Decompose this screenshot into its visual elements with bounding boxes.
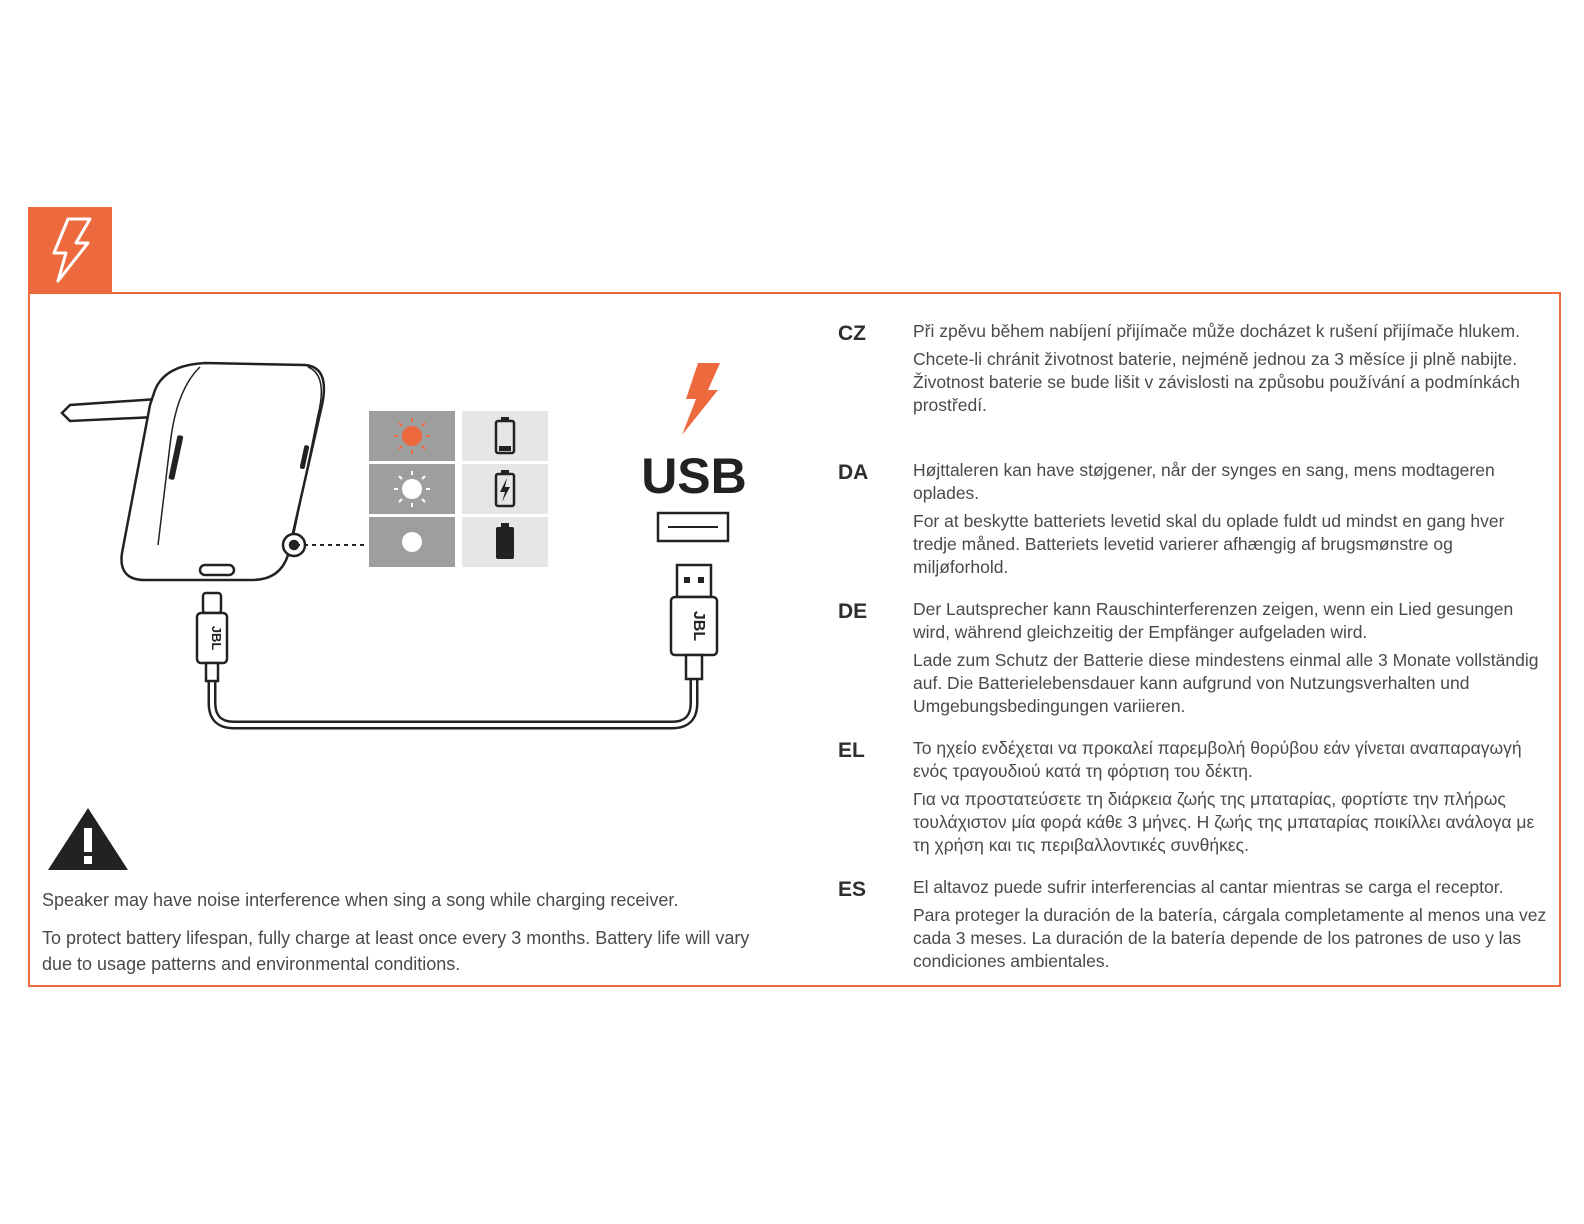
- usb-bolt-icon: [682, 363, 720, 435]
- lang-text-el: [913, 737, 1549, 862]
- warning-triangle-icon: [46, 806, 130, 872]
- lang-es-p1: El altavoz puede sufrir interferencias al cantar mientras se carga el receptor.: [913, 877, 1504, 897]
- usb-a-brand-label: JBL: [690, 610, 707, 642]
- lang-de-p1: Der Lautsprecher kann Rauschinterferenzen zeigen, wenn ein Lied gesungen wird, während gleichzeitig der Empfänger aufgeladen wird.: [913, 599, 1514, 642]
- lang-code-es: ES: [838, 878, 867, 901]
- lang-code-el: EL: [838, 739, 865, 762]
- status-table: [369, 411, 548, 567]
- usb-label: USB: [641, 448, 747, 504]
- lang-es-p2: Para proteger la duración de la batería, cárgala completamente al menos una vez cada 3 meses. La duración de la batería depende de los patrones de uso y las condiciones ambientales.: [913, 905, 1547, 971]
- charging-illustration: [30, 295, 750, 755]
- lang-cz-p2: Chcete-li chránit životnost baterie, nejméně jednou za 3 měsíce ji plně nabijte. Životnost baterie se bude lišit v závislosti na způsobu používání a podmínkách prostředí.: [913, 349, 1521, 415]
- english-notice: [42, 887, 762, 977]
- lang-text-cz: [913, 320, 1549, 422]
- battery-full-icon: [496, 523, 514, 559]
- lightning-bolt-icon: [46, 217, 96, 283]
- lang-da-p2: For at beskytte batteriets levetid skal du oplade fuldt ud mindst en gang hver tredje måned. Batteriets levetid varierer afhængig af brugsmønstre og miljøforhold.: [913, 511, 1505, 577]
- lang-code-cz: CZ: [838, 322, 866, 345]
- lang-text-da: [913, 459, 1549, 584]
- lang-el-p2: Για να προστατεύσετε τη διάρκεια ζωής της μπαταρίας, φορτίστε την πλήρως τουλάχιστον μία φορά κάθε 3 μήνες. Η ζωής της μπαταρίας ποικίλλει ανάλογα με τη χρήση και τις περιβαλλοντικές συνθήκες.: [913, 789, 1535, 855]
- lang-el-p1: Το ηχείο ενδέχεται να προκαλεί παρεμβολή θορύβου εάν γίνεται αναπαραγωγή ενός τραγουδιού κατά τη φόρτιση του δέκτη.: [913, 738, 1522, 781]
- usb-c-brand-label: JBL: [209, 625, 224, 651]
- lang-da-p1: Højttaleren kan have støjgener, når der synges en sang, mens modtageren oplades.: [913, 460, 1495, 503]
- section-tab: [28, 207, 112, 293]
- lang-code-de: DE: [838, 600, 868, 623]
- lang-code-da: DA: [838, 461, 869, 484]
- lang-de-p2: Lade zum Schutz der Batterie diese mindestens einmal alle 3 Monate vollständig auf. Die Batterielebensdauer kann aufgrund von Nutzungsverhalten und Umgebungsbedingungen variieren.: [913, 650, 1539, 716]
- lang-text-es: [913, 876, 1549, 978]
- led-white-icon: [402, 532, 422, 552]
- receiver-device-icon: [62, 363, 324, 580]
- lang-cz-p1: Při zpěvu během nabíjení přijímače může docházet k rušení přijímače hlukem.: [913, 321, 1520, 341]
- lang-text-de: [913, 598, 1549, 723]
- english-line-2: To protect battery lifespan, fully charge at least once every 3 months. Battery life will vary due to usage patterns and environmental conditions.: [42, 928, 750, 974]
- english-line-1: Speaker may have noise interference when sing a song while charging receiver.: [42, 890, 679, 910]
